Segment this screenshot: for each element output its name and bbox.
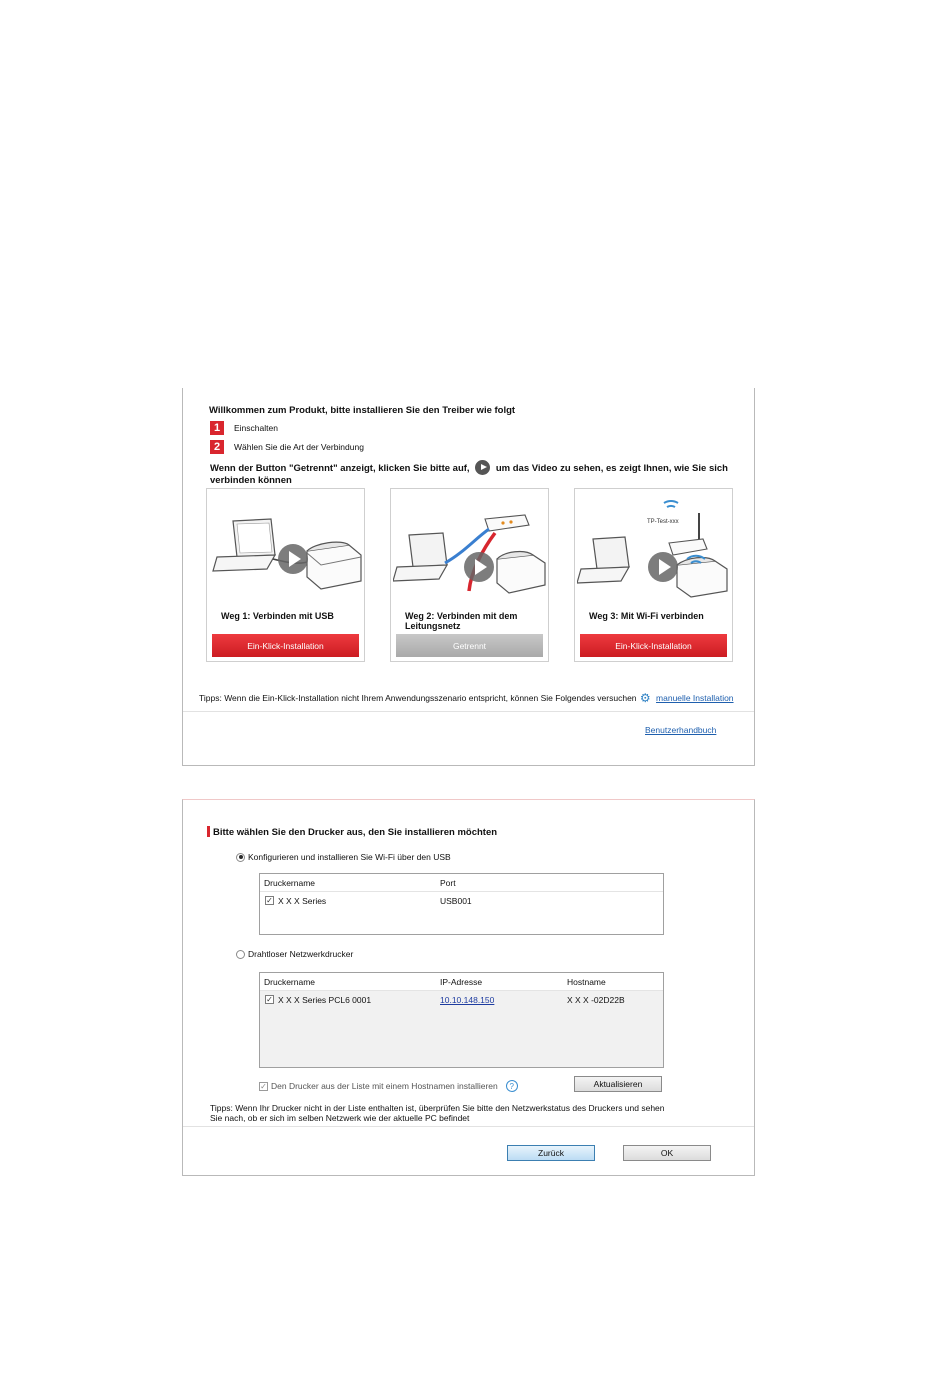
printer-port: USB001: [440, 896, 472, 906]
option-wired-label: Weg 2: Verbinden mit dem Leitungsnetz: [405, 611, 518, 631]
router-label: TP-Test-xxx: [647, 519, 679, 525]
title-accent-bar: [207, 826, 210, 837]
one-click-install-usb-button[interactable]: Ein-Klick-Installation: [212, 634, 359, 657]
column-header-printer-name: Druckername: [264, 977, 316, 987]
step-number: 1: [210, 421, 224, 435]
column-header-port: Port: [440, 878, 456, 888]
printer-ip-link[interactable]: 10.10.148.150: [440, 995, 495, 1005]
hostname-install-option[interactable]: [259, 1080, 518, 1092]
column-header-printer-name: Druckername: [264, 878, 316, 888]
hostname-checkbox-label: Den Drucker aus der Liste mit einem Hostnamen installieren: [271, 1081, 498, 1091]
printer-select-dialog: [182, 799, 755, 1176]
tips-text: Tipps: Wenn die Ein-Klick-Installation nicht Ihrem Anwendungsszenario entspricht, können Sie Folgendes versuchen: [199, 693, 637, 703]
play-icon[interactable]: [475, 460, 490, 475]
note-text-before: Wenn der Button "Getrennt" anzeigt, klicken Sie bitte auf,: [210, 463, 470, 474]
option-wifi-label: Weg 3: Mit Wi-Fi verbinden: [589, 611, 704, 621]
note-text-after: um das Video zu sehen, es zeigt Ihnen, wie Sie sich verbinden können: [210, 463, 728, 486]
printer-checkbox[interactable]: ✓: [266, 995, 273, 1004]
usb-wifi-label: Konfigurieren und installieren Sie Wi-Fi über den USB: [248, 852, 451, 862]
column-header-hostname: Hostname: [567, 977, 606, 987]
wireless-label: Drahtloser Netzwerkdrucker: [248, 949, 354, 959]
step-1: [210, 421, 278, 435]
option-wired-card: [390, 488, 549, 662]
printer-select-title: [207, 826, 497, 838]
option-usb-label: Weg 1: Verbinden mit USB: [221, 611, 334, 621]
printer-checkbox[interactable]: ✓: [266, 896, 273, 905]
step-number: 2: [210, 440, 224, 454]
install-dialog: [182, 388, 755, 766]
title-text: Bitte wählen Sie den Drucker aus, den Sie installieren möchten: [213, 827, 498, 838]
install-title: Willkommen zum Produkt, bitte installieren Sie den Treiber wie folgt: [209, 405, 516, 416]
table-row[interactable]: [260, 991, 663, 1007]
hostname-checkbox[interactable]: ✓: [260, 1081, 267, 1091]
wireless-printer-table: [259, 972, 664, 1068]
table-row[interactable]: [260, 892, 663, 908]
disconnected-button: Getrennt: [396, 634, 543, 657]
wired-connection-illustration: [393, 493, 548, 605]
step-2: [210, 440, 364, 454]
column-header-ip: IP-Adresse: [440, 977, 483, 987]
divider: [183, 711, 754, 712]
install-tips: [199, 691, 734, 705]
printer-tips: Tipps: Wenn Ihr Drucker nicht in der Liste enthalten ist, überprüfen Sie bitte den Netzwerkstatus des Druckers und sehen Sie nach, ob er sich im selben Netzwerk wie der aktuelle PC befindet: [210, 1103, 665, 1123]
wireless-radio[interactable]: [236, 950, 245, 959]
manual-install-link[interactable]: manuelle Installation: [656, 693, 734, 703]
connection-note: [210, 460, 730, 486]
printer-hostname: X X X -02D22B: [567, 995, 625, 1005]
refresh-button[interactable]: Aktualisieren: [574, 1076, 662, 1092]
step-label: Wählen Sie die Art der Verbindung: [234, 442, 364, 452]
option-usb-card: [206, 488, 365, 662]
usb-connection-illustration: [209, 493, 364, 605]
divider: [183, 1126, 754, 1127]
step-label: Einschalten: [234, 423, 278, 433]
wireless-option[interactable]: [236, 949, 353, 959]
user-manual-link[interactable]: Benutzerhandbuch: [645, 725, 717, 735]
printer-name: X X X Series PCL6 0001: [278, 995, 372, 1005]
printer-name: X X X Series: [278, 896, 327, 906]
table-header: [260, 874, 663, 892]
table-header: [260, 973, 663, 991]
help-icon[interactable]: ?: [506, 1080, 518, 1092]
settings-gear-icon: ⚙: [639, 691, 651, 705]
usb-wifi-option[interactable]: [236, 852, 451, 862]
back-button[interactable]: Zurück: [507, 1145, 595, 1161]
ok-button[interactable]: OK: [623, 1145, 711, 1161]
usb-wifi-radio[interactable]: [236, 853, 245, 862]
usb-printer-table: [259, 873, 664, 935]
one-click-install-wifi-button[interactable]: Ein-Klick-Installation: [580, 634, 727, 657]
wifi-connection-illustration: [577, 493, 732, 605]
option-wifi-card: [574, 488, 733, 662]
